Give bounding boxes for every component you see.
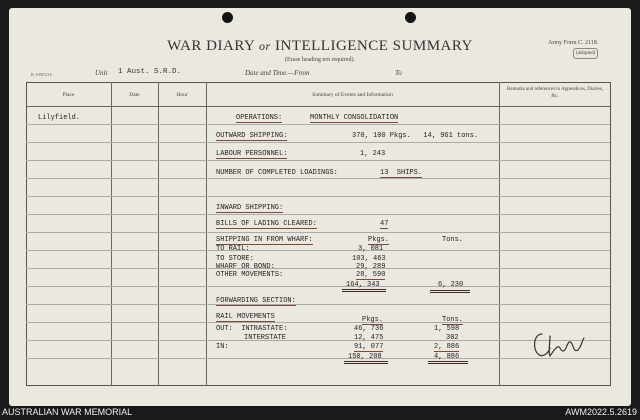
in-total-tons: 6, 230	[438, 281, 464, 289]
bills-value: 47	[380, 220, 389, 228]
in-tons: 2, 886	[434, 343, 460, 351]
inward-label: INWARD SHIPPING:	[216, 204, 284, 212]
footer-reference: AWM2022.5.2619	[565, 407, 637, 417]
outward-label: OUTWARD SHIPPING:	[216, 132, 288, 140]
col-remarks: Remarks and references to Appendices, Diaries, &c.	[507, 87, 603, 99]
wharf-label: WHARF OR BOND:	[216, 263, 275, 271]
form-number: Army Form C. 2118. (adopted)	[548, 39, 598, 59]
forwarding-label: FORWARDING SECTION:	[216, 297, 296, 305]
in-total-pkgs: 164, 343	[346, 281, 380, 289]
in-pkgs: 91, 077	[354, 343, 384, 351]
punch-hole	[405, 12, 416, 23]
operations-heading: OPERATIONS:	[236, 114, 283, 122]
col-summary: Summary of Events and Information	[312, 92, 393, 98]
in-label: IN:	[216, 343, 229, 351]
interstate-label: INTERSTATE	[244, 334, 287, 342]
col-hour: Hour	[176, 92, 188, 98]
footer-source: AUSTRALIAN WAR MEMORIAL	[2, 407, 133, 417]
pkgs-header-2: Pkgs.	[362, 316, 384, 324]
interstate-pkgs: 12, 475	[354, 334, 384, 342]
interstate-tons: 302	[446, 334, 459, 342]
loadings-value: 13 SHIPS.	[380, 169, 423, 177]
pkgs-header: Pkgs.	[368, 236, 390, 244]
page-subtitle: (Erase heading not required).	[285, 57, 355, 63]
rail-movements-label: RAIL MOVEMENTS	[216, 313, 275, 321]
to-store-label: TO STORE:	[216, 255, 254, 263]
form-code: B. 1958 2/16	[31, 72, 52, 77]
intrastate-pkgs: 46, 736	[354, 325, 384, 333]
place-entry: Lilyfield.	[38, 114, 81, 122]
other-value: 28, 590	[356, 271, 386, 279]
col-date: Date	[129, 92, 140, 98]
other-label: OTHER MOVEMENTS:	[216, 271, 284, 279]
to-label: To	[395, 69, 402, 77]
wharf-value: 29, 289	[356, 263, 386, 271]
date-label: Date and Time.—From	[245, 69, 310, 77]
bills-label: BILLS OF LADING CLEARED:	[216, 220, 317, 228]
to-rail-label: TO RAIL:	[216, 245, 250, 253]
to-store-value: 103, 463	[352, 255, 386, 263]
out-intrastate-label: OUT: INTRASTATE:	[216, 325, 288, 333]
to-rail-value: 3, 081	[358, 245, 384, 253]
outward-value: 370, 100 Pkgs. 14, 961 tons.	[352, 132, 479, 140]
signature-mark	[528, 326, 588, 362]
punch-hole	[222, 12, 233, 23]
unit-value: 1 Aust. S.R.D.	[118, 68, 182, 76]
monthly-heading: MONTHLY CONSOLIDATION	[310, 114, 399, 122]
tons-header: Tons.	[442, 236, 464, 244]
intrastate-tons: 1, 598	[434, 325, 460, 333]
total-pkgs: 150, 288	[348, 353, 382, 361]
page-title: WAR DIARY or INTELLIGENCE SUMMARY	[167, 38, 473, 54]
shipping-in-label: SHIPPING IN FROM WHARF:	[216, 236, 313, 244]
labour-label: LABOUR PERSONNEL:	[216, 150, 288, 158]
tons-header-2: Tons.	[442, 316, 464, 324]
col-place: Place	[62, 92, 75, 98]
labour-value: 1, 243	[360, 150, 386, 158]
total-tons: 4, 886	[434, 353, 460, 361]
unit-label: Unit	[95, 69, 108, 77]
loadings-label: NUMBER OF COMPLETED LOADINGS:	[216, 169, 338, 177]
